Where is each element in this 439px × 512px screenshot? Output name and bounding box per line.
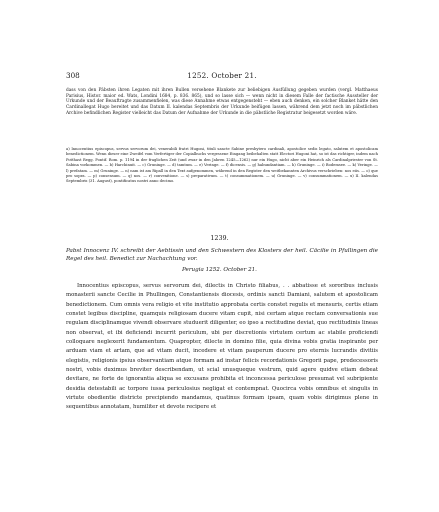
- page-number: 308: [66, 71, 80, 80]
- document-number: 1239.: [210, 234, 229, 242]
- document-dateline: Perugia 1252. October 21.: [182, 267, 257, 273]
- document-text: Innocentius episcopus, servus servorum dei, dilectis in Christo filiabus, . . abbatisse et sororibus inclusis monasterii sancte Cecilie in Phullingen, Constantiensis diocesis, ordinis sancti Damiani, salutem et apostolicam benedictionem. Cum omnis vera religio et vite institutio approbata certis constet regulis et mensuris, certis etiam constet legibus discipline, quamquis religiosam ducere vitam cupit, nisi certam atque rectam conversationis sue regulam disciplinamque vivendi observare studuerit diligenter, eo ipso a rectitudine deviat, quo rectitudinis lineas non observat, et ibi deficiendi incurrit periculum, ubi per discretionis virtutem certum ac stabile proficiendi colloquare neglexerit fundamentum. Quapropter, dilecte in domino filie, quia divina vobis gratia inspirante per arduam viam et artam, que ad vitam ducit, incedere et vitam pauperum ducere pro eternis lucrandis divitiis elegistis, religionis ipsius observantiam atque formam ad instar felicis recordationis Gregorii pape, predecessoris nostri, vobis duximus breviter describendam, ut scial unusqueque vestrum, quid agere quidve etiam debeat devitare, ne forte de ignorantia aliqua se excusans prohibita et inconcessa periculose presumat vel subripiente desidia detestabili ac torpore iussa periculosius negligat et contempnat. Quocirca vobis omnibus et singulis in virtute obedientie districte precipiendo mandamus, quatinus formam ipsam, quam vobis dirigimus plene in sequentibus annotatam, humiliter et devote recipere et: [66, 283, 378, 411]
- running-header: [66, 71, 378, 83]
- footnotes: [66, 147, 378, 185]
- continued-commentary: [66, 88, 378, 117]
- document-summary: Pabst Innocenz IV. schreibt der Aebtissin und den Schwestern des Klosters der heil. Cäcilie in Pfullingen die Regel des heil. Benedict zur Nachachtung vor.: [66, 248, 378, 262]
- running-title: 1252. October 21.: [187, 71, 257, 80]
- document-body: [66, 282, 378, 413]
- footnote-block: a) Innocentius episcopus, servus servorum dei, venerabili fratri Hugoni, tituli sancte Sabine presbytero cardinali, apostolice sedis legato, salutem et apostolicam benedictionem. Wenn dieser eine Zweifel vom Verfertiger der Copialbuchs vergessene Eingang beibehalten statt Electori Hugoni hat, so ist das richtiger, indem nach Potthast Regg. Pontif. Rom. p. 1194 in der fraglichen Zeit (und zwar in den Jahren 1245—1262) nur ein Hugo, nicht aber ein Heinrich als Cardinalpriester von St. Sabina vorkommen. — b) Harchinuit. — c) Gruninge. — d) tamtum. — e) Veringe. — f) dicensis. — g) habundantiam. — h) Gruninge. — i) Bodemsee. — k) Veringe. — l) prefatam. — m) Gruninge. — n) nam ist am Ripall in den Text aufgenommen, während in den Register den weitbekannten Archivus verschrieben: nos eiis. — o) que pro sopra. — p) consensum. — q) nos. — r) convenitione. — s) preparativum. — t) consummationem. — u) Gruninge. — v) consummationem. — x) II. kalendas Septembris (31. August), pontificatus nostri anno decimo.: [66, 147, 378, 184]
- commentary-paragraph: dass von den Päbsten ihren Legaten mit ihren Bullen versehene Blankete zur beliebigen Ausfüllung gegeben wurden (vergl. Matthaeus Parisius, Histor. maior ed. Wats, Londini 1684, p. 836. 865), und so lasse sich — wenn nicht in diesem Falle der factische Aussteller der Urkunde und der Beauftragte zusammenfielen, was diese Annahme etwas entgegensteht — eben auch denken, ein solcher Blanket hätte den Cardinallegat Hugo bereitet und das Datum II. kalendas Septembris der Urkunde beifügen lassen, während dem jetzt noch im päbstlichen Archive befindlichen Register vielleicht das Datum der Aufnahme der Urkunde in die päbstliche Registratur beigesetzt worden wäre.: [66, 88, 378, 116]
